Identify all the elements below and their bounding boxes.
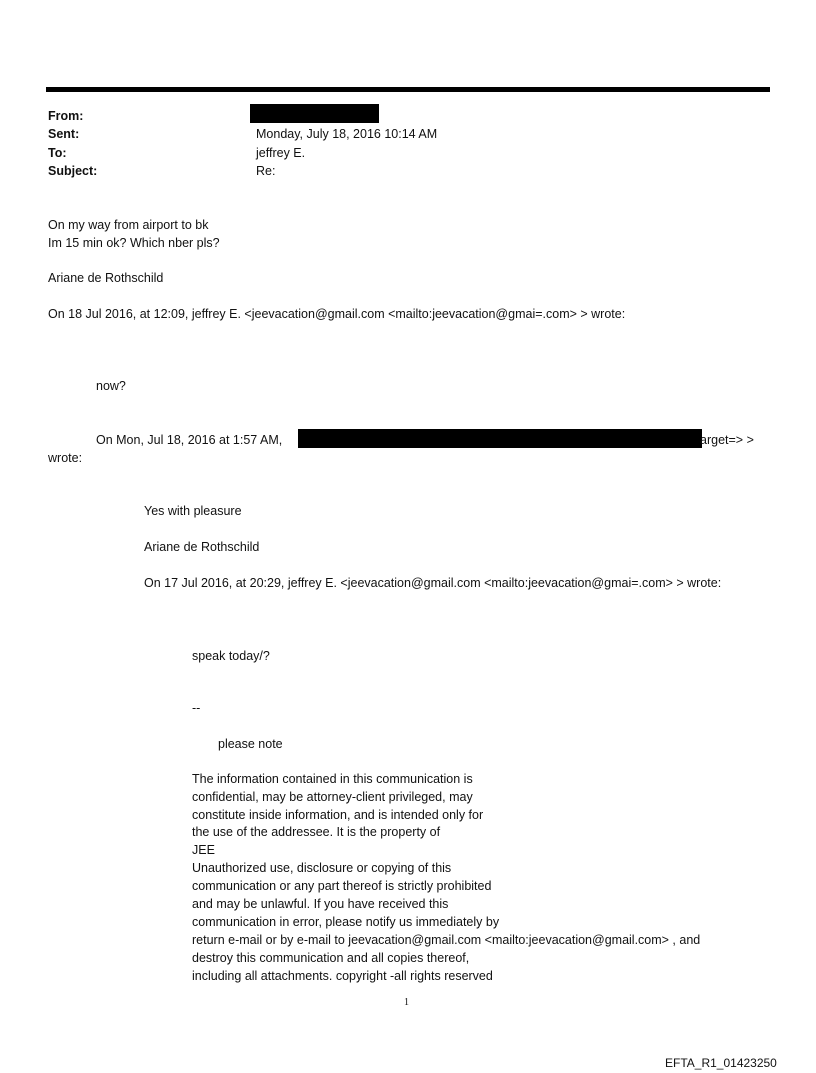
- redacted-sender: [250, 104, 379, 123]
- from-label: From:: [48, 109, 84, 123]
- quote2-intro-start: On Mon, Jul 18, 2016 at 1:57 AM,: [96, 433, 283, 447]
- subject-label: Subject:: [48, 164, 98, 178]
- quote1-intro: On 18 Jul 2016, at 12:09, jeffrey E. <jeevacation@gmail.com <mailto:jeevacation@gmai=.com> > wrote:: [48, 307, 626, 321]
- disclaimer-line: and may be unlawful. If you have received this: [192, 897, 449, 911]
- to-label: To:: [48, 146, 67, 160]
- disclaimer-line: the use of the addressee. It is the property of: [192, 825, 441, 839]
- please-note: please note: [218, 737, 283, 751]
- quote2-text: Yes with pleasure: [144, 504, 242, 518]
- quote1-text: now?: [96, 379, 126, 393]
- body-line-1: On my way from airport to bk: [48, 218, 209, 232]
- sent-label: Sent:: [48, 127, 80, 141]
- redacted-address: [298, 429, 702, 448]
- sent-value: Monday, July 18, 2016 10:14 AM: [256, 127, 438, 141]
- quote2-intro-end: arget=> >: [700, 433, 754, 447]
- page-number: 1: [404, 997, 409, 1008]
- signature-2: Ariane de Rothschild: [144, 540, 260, 554]
- body-line-2: Im 15 min ok? Which nber pls?: [48, 236, 220, 250]
- quote3-intro: On 17 Jul 2016, at 20:29, jeffrey E. <jeevacation@gmail.com <mailto:jeevacation@gmai=.com> > wrote:: [144, 576, 722, 590]
- disclaimer-line: communication in error, please notify us immediately by: [192, 915, 500, 929]
- disclaimer-line: return e-mail or by e-mail to jeevacation@gmail.com <mailto:jeevacation@gmail.com> , and: [192, 933, 701, 947]
- signature-separator: --: [192, 701, 201, 715]
- quote2-wrote: wrote:: [48, 451, 83, 465]
- subject-value: Re:: [256, 164, 276, 178]
- quote3-text: speak today/?: [192, 649, 270, 663]
- disclaimer-line: communication or any part thereof is strictly prohibited: [192, 879, 492, 893]
- disclaimer-line: constitute inside information, and is intended only for: [192, 808, 484, 822]
- document-id: EFTA_R1_01423250: [665, 1056, 777, 1070]
- disclaimer-line: destroy this communication and all copies thereof,: [192, 951, 470, 965]
- disclaimer-line: Unauthorized use, disclosure or copying of this: [192, 861, 452, 875]
- disclaimer-line: including all attachments. copyright -all rights reserved: [192, 969, 493, 983]
- disclaimer-line: The information contained in this communication is: [192, 772, 473, 786]
- header-rule: [46, 87, 770, 92]
- signature-1: Ariane de Rothschild: [48, 271, 164, 285]
- to-value: jeffrey E.: [256, 146, 306, 160]
- disclaimer-line: confidential, may be attorney-client privileged, may: [192, 790, 473, 804]
- disclaimer-line: JEE: [192, 843, 215, 857]
